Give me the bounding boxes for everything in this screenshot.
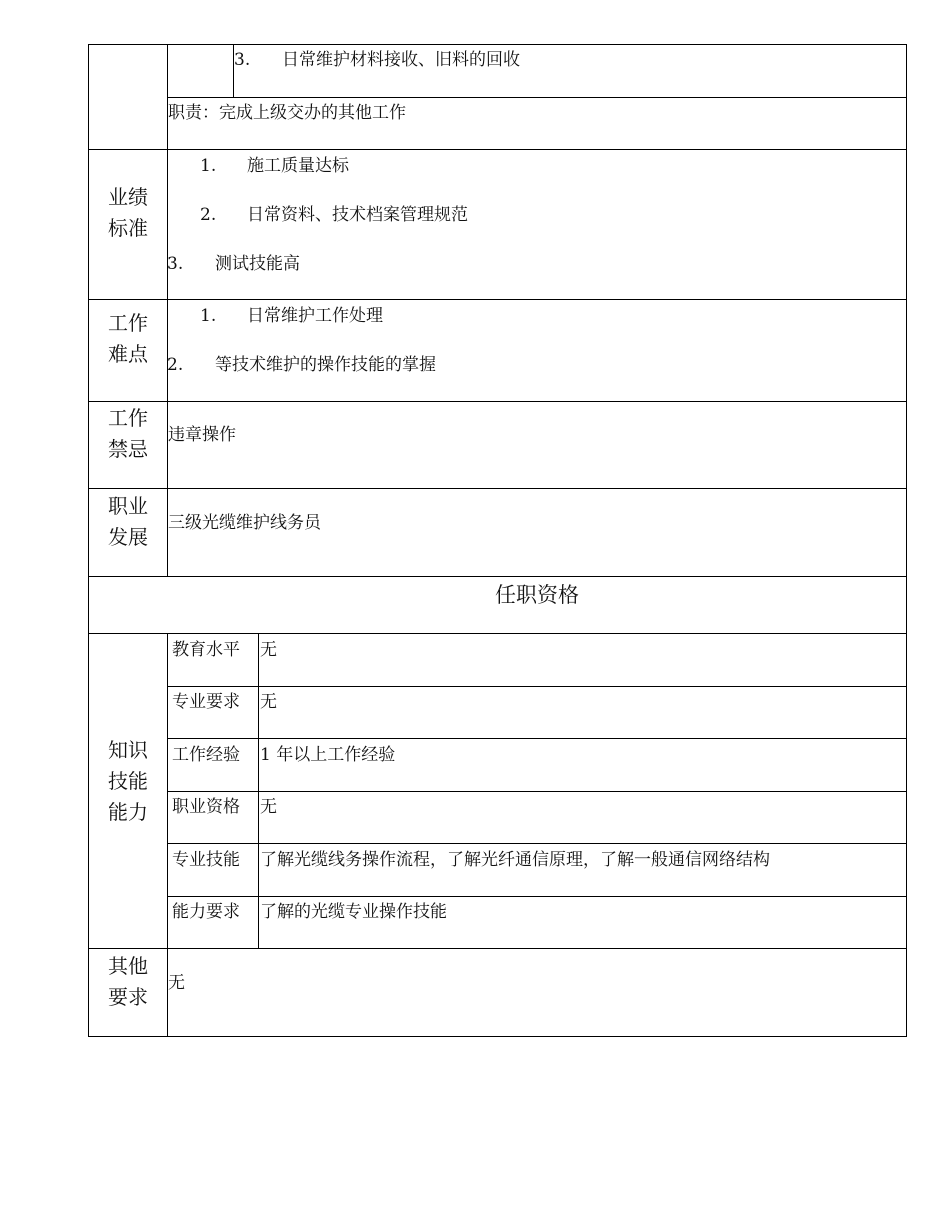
career-label: 职业 发展 (108, 494, 148, 549)
qualification-value: 了解的光缆专业操作技能 (260, 902, 447, 922)
table-border-right (906, 44, 907, 1037)
row-divider (88, 149, 907, 150)
difficulty-item: 等技术维护的操作技能的掌握 (215, 355, 436, 375)
performance-label: 业绩 标准 (108, 185, 148, 240)
list-number: 2. (167, 355, 184, 375)
list-number: 2. (200, 205, 217, 225)
qualification-value: 了解光缆线务操作流程，了解光纤通信原理，了解一般通信网络结构 (260, 850, 770, 870)
row-divider (167, 97, 907, 98)
row-divider (88, 633, 907, 634)
qualification-label: 能力要求 (172, 902, 240, 922)
row-divider (167, 843, 907, 844)
row-divider (88, 576, 907, 577)
row-divider (88, 299, 907, 300)
row-divider (167, 738, 907, 739)
knowledge-skills-label: 知识 技能 能力 (108, 738, 148, 824)
list-number: 3. (234, 50, 251, 70)
other-duty-text: 职责：完成上级交办的其他工作 (168, 103, 406, 123)
qualification-label: 专业技能 (172, 850, 240, 870)
row-divider (167, 791, 907, 792)
table-border-top (88, 44, 907, 45)
qualification-value: 无 (260, 640, 277, 660)
difficulty-item: 日常维护工作处理 (247, 306, 383, 326)
column-divider (258, 633, 259, 949)
qualification-value: 无 (260, 797, 277, 817)
taboo-text: 违章操作 (168, 425, 236, 445)
difficulties-label: 工作 难点 (108, 311, 148, 366)
row-divider (167, 896, 907, 897)
row-divider (167, 686, 907, 687)
qualification-value: 无 (260, 692, 277, 712)
career-text: 三级光缆维护线务员 (168, 513, 321, 533)
list-number: 3. (167, 254, 184, 274)
performance-item: 施工质量达标 (247, 156, 349, 176)
qualification-label: 工作经验 (172, 745, 240, 765)
table-border-bottom (88, 1036, 907, 1037)
performance-item: 测试技能高 (215, 254, 300, 274)
row-divider (88, 488, 907, 489)
qualification-label: 职业资格 (172, 797, 240, 817)
qualification-label: 教育水平 (172, 640, 240, 660)
qualification-label: 专业要求 (172, 692, 240, 712)
row-divider (88, 401, 907, 402)
list-number: 1. (200, 306, 217, 326)
row-divider (88, 948, 907, 949)
list-number: 1. (200, 156, 217, 176)
taboo-label: 工作 禁忌 (108, 406, 148, 461)
other-requirements-text: 无 (168, 973, 185, 993)
qualification-value: 1 年以上工作经验 (260, 745, 396, 765)
performance-item: 日常资料、技术档案管理规范 (247, 205, 468, 225)
section-heading: 任职资格 (495, 583, 579, 607)
other-requirements-label: 其他 要求 (108, 954, 148, 1009)
duty-item-text: 日常维护材料接收、旧料的回收 (282, 50, 520, 70)
